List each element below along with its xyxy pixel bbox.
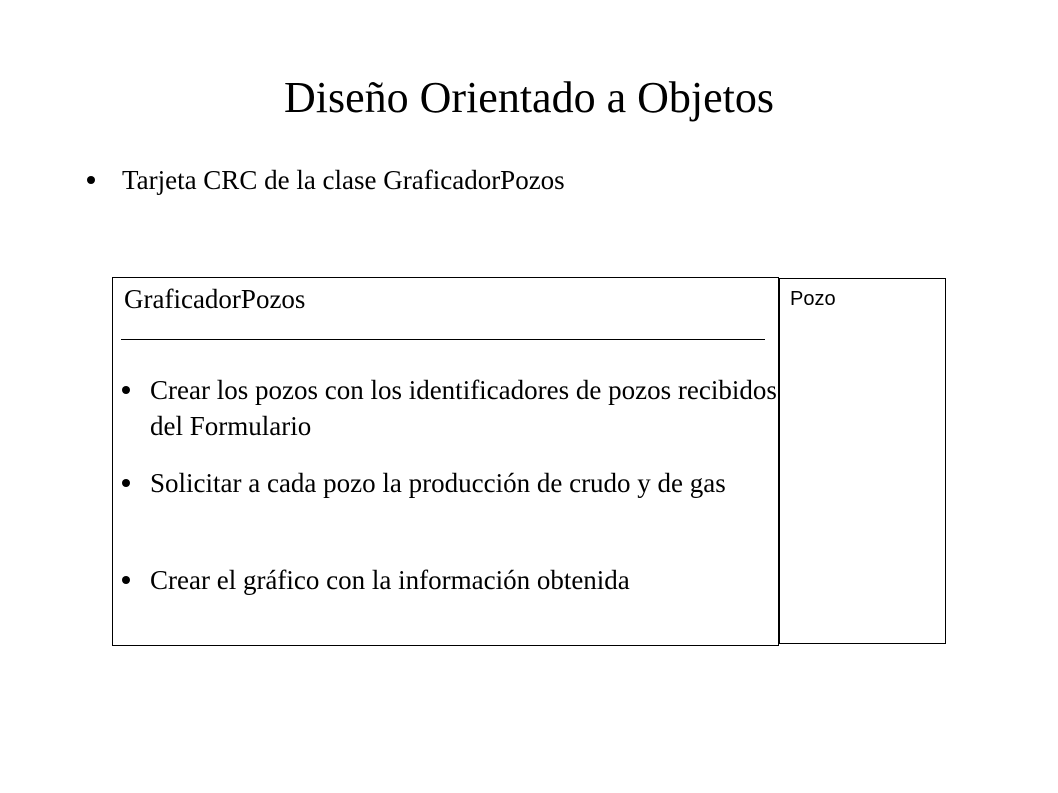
responsibility-text: Crear los pozos con los identificadores de pozos recibidos del Formulario xyxy=(150,375,777,441)
bullet-dot-icon xyxy=(87,176,95,184)
bullet-dot-icon xyxy=(122,576,130,584)
header-divider xyxy=(121,339,765,340)
main-bullet xyxy=(87,162,565,198)
bullet-dot-icon xyxy=(122,479,130,487)
bullet-dot-icon xyxy=(122,386,130,394)
main-bullet-text: Tarjeta CRC de la clase GraficadorPozos xyxy=(122,165,565,195)
collaborator-item: Pozo xyxy=(790,288,836,310)
responsibility-item xyxy=(122,372,782,444)
responsibility-item xyxy=(122,465,782,501)
responsibility-text: Solicitar a cada pozo la producción de crudo y de gas xyxy=(150,468,726,498)
crc-card-collaborators xyxy=(779,278,946,644)
crc-class-name: GraficadorPozos xyxy=(124,284,306,314)
crc-card-responsibilities xyxy=(112,277,779,646)
responsibility-text: Crear el gráfico con la información obtenida xyxy=(150,565,630,595)
slide-title: Diseño Orientado a Objetos xyxy=(284,73,774,122)
responsibility-item xyxy=(122,562,782,598)
